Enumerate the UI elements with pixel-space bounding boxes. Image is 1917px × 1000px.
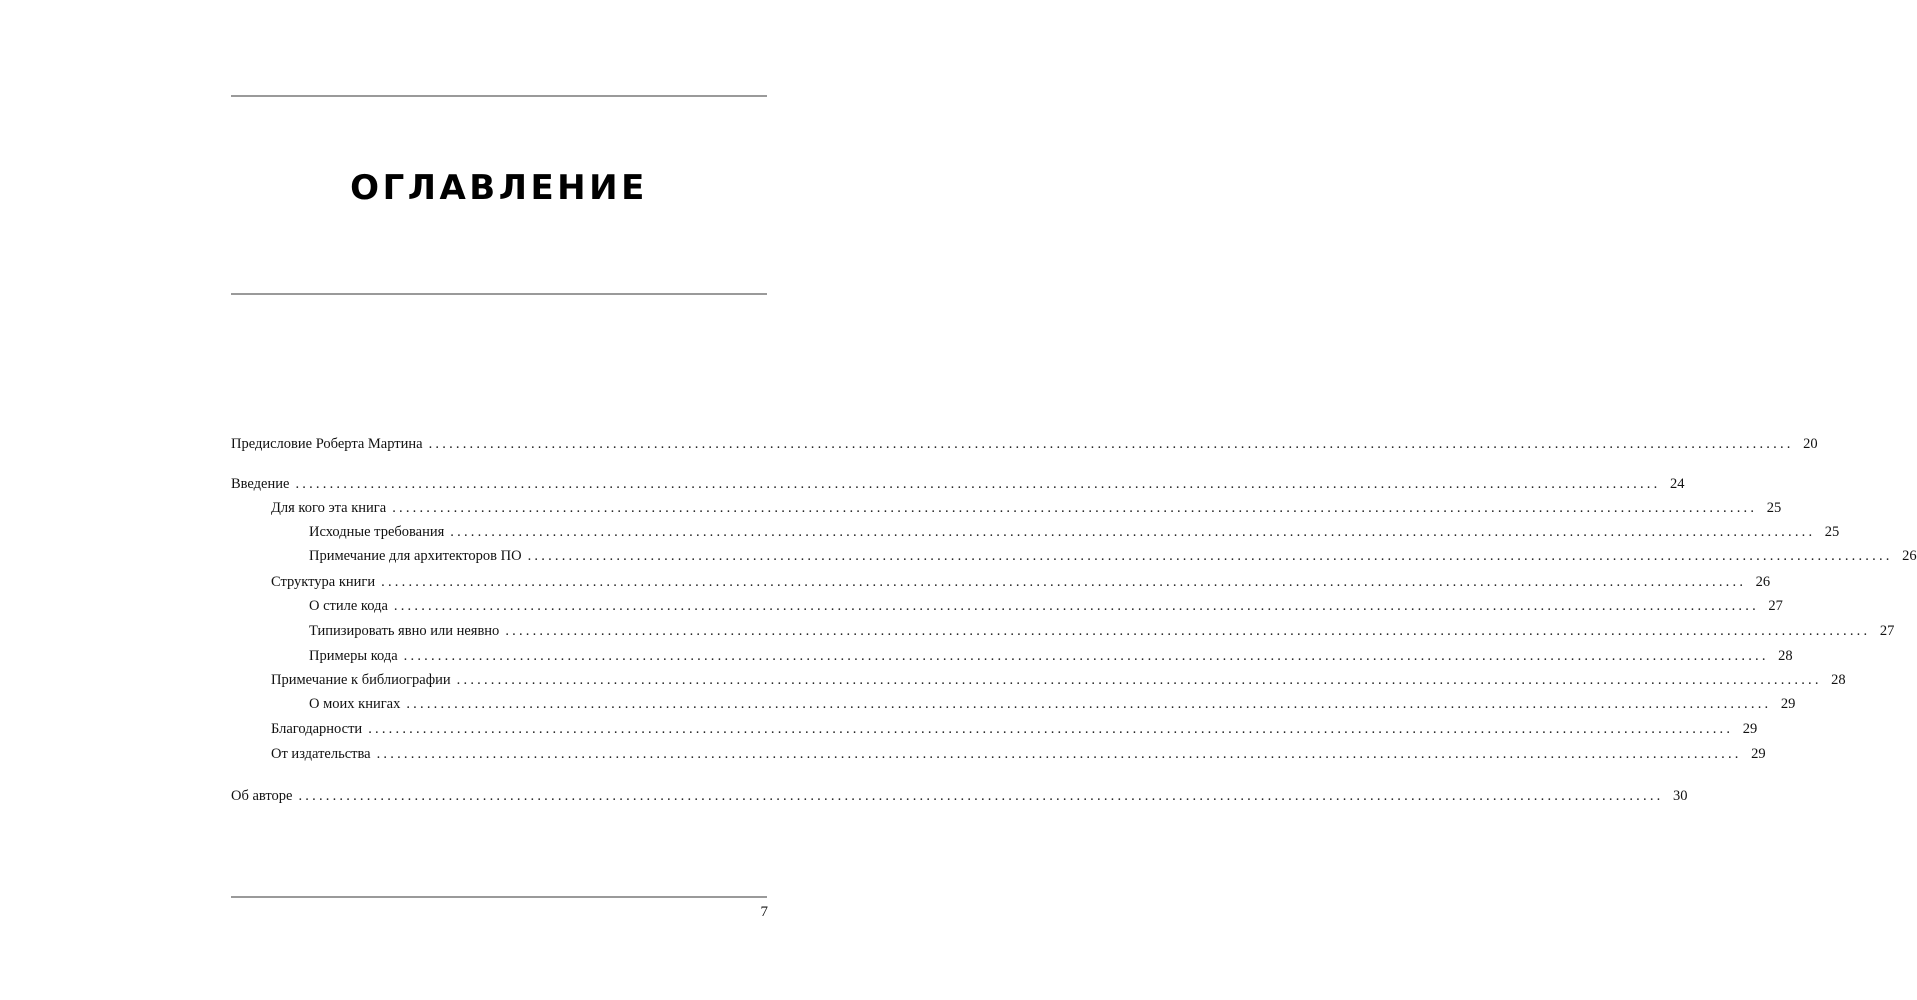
dot-leader: ........................................................................................................................................................................................................ [505, 623, 1871, 639]
table-of-contents [231, 0, 1917, 1000]
dot-leader: ........................................................................................................................................................................................................ [381, 574, 1747, 590]
toc-entry-architects-note[interactable] [309, 546, 1917, 566]
toc-entry-about-author[interactable] [231, 786, 1688, 806]
toc-entry-code-examples[interactable] [309, 646, 1793, 666]
dot-leader: ........................................................................................................................................................................................................ [376, 746, 1742, 762]
toc-entry-page: 29 [1780, 696, 1796, 712]
toc-entry-acknowledgements[interactable] [271, 719, 1758, 739]
toc-entry-title: Введение [231, 476, 290, 492]
toc-entry-page: 30 [1672, 788, 1688, 804]
toc-entry-introduction[interactable] [231, 474, 1685, 494]
dot-leader: ........................................................................................................................................................................................................ [392, 500, 1758, 516]
dot-leader: ........................................................................................................................................................................................................ [450, 524, 1816, 540]
toc-entry-book-structure[interactable] [271, 572, 1771, 592]
page-number: 7 [760, 904, 768, 920]
toc-entry-title: Примечание к библиографии [271, 672, 451, 688]
toc-entry-title: Исходные требования [309, 524, 445, 540]
toc-entry-title: Об авторе [231, 788, 293, 804]
toc-entry-my-books[interactable] [309, 694, 1796, 714]
toc-entry-prerequisites[interactable] [309, 522, 1840, 542]
dot-leader: ........................................................................................................................................................................................................ [527, 548, 1893, 564]
toc-entry-title: Для кого эта книга [271, 500, 387, 516]
toc-entry-page: 25 [1766, 500, 1782, 516]
dot-leader: ........................................................................................................................................................................................................ [295, 476, 1661, 492]
toc-entry-foreword[interactable] [231, 434, 1818, 454]
footer-rule [231, 896, 767, 898]
toc-entry-title: Структура книги [271, 574, 376, 590]
toc-entry-page: 20 [1803, 436, 1818, 452]
toc-entry-title: Примеры кода [309, 648, 398, 664]
dot-leader: ........................................................................................................................................................................................................ [406, 696, 1772, 712]
toc-entry-page: 26 [1755, 574, 1771, 590]
toc-entry-page: 26 [1902, 548, 1917, 564]
toc-entry-page: 27 [1879, 623, 1895, 639]
page-title: ОГЛАВЛЕНИЕ [350, 168, 648, 208]
toc-entry-page: 28 [1831, 672, 1846, 688]
toc-entry-title: Типизировать явно или неявно [309, 623, 500, 639]
toc-entry-page: 25 [1824, 524, 1840, 540]
dot-leader: ........................................................................................................................................................................................................ [456, 672, 1822, 688]
dot-leader: ........................................................................................................................................................................................................ [368, 721, 1734, 737]
toc-entry-bibliography-note[interactable] [271, 670, 1846, 690]
toc-entry-from-publisher[interactable] [271, 744, 1766, 764]
dot-leader: ........................................................................................................................................................................................................ [298, 788, 1664, 804]
toc-entry-page: 29 [1742, 721, 1758, 737]
dot-leader: ........................................................................................................................................................................................................ [393, 598, 1759, 614]
toc-entry-title: Благодарности [271, 721, 363, 737]
toc-entry-page: 29 [1751, 746, 1766, 762]
toc-entry-page: 24 [1669, 476, 1685, 492]
dot-leader: ........................................................................................................................................................................................................ [428, 436, 1794, 452]
toc-entry-title: О стиле кода [309, 598, 388, 614]
toc-entry-code-style[interactable] [309, 596, 1783, 616]
toc-entry-title: Предисловие Роберта Мартина [231, 436, 423, 452]
dot-leader: ........................................................................................................................................................................................................ [403, 648, 1769, 664]
toc-entry-title: О моих книгах [309, 696, 401, 712]
toc-entry-audience[interactable] [271, 498, 1782, 518]
toc-entry-page: 28 [1778, 648, 1793, 664]
toc-entry-title: От издательства [271, 746, 371, 762]
toc-entry-title: Примечание для архитекторов ПО [309, 548, 522, 564]
toc-entry-page: 27 [1768, 598, 1783, 614]
toc-entry-typing[interactable] [309, 621, 1895, 641]
